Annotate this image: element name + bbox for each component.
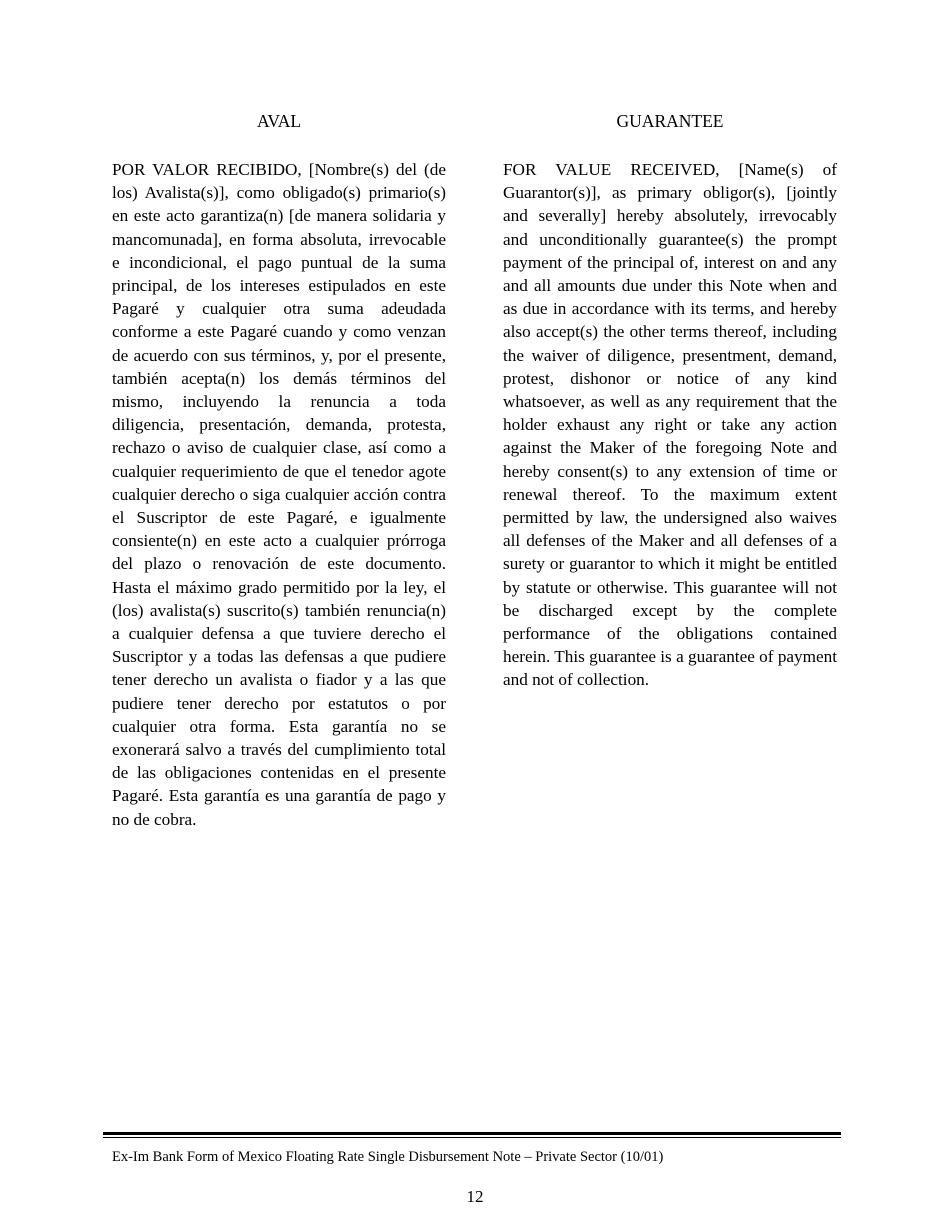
aval-column xyxy=(112,110,446,831)
page-number: 12 xyxy=(466,1187,484,1206)
footer-divider xyxy=(103,1132,841,1138)
footer-text: Ex-Im Bank Form of Mexico Floating Rate Single Disbursement Note – Private Sector (10/01) xyxy=(112,1149,664,1165)
guarantee-heading: GUARANTEE xyxy=(616,111,724,131)
guarantee-body: FOR VALUE RECEIVED, [Name(s) of Guarantor(s)], as primary obligor(s), [jointly and severally] hereby absolutely, irrevocably and unconditionally guarantee(s) the prompt payment of the principal of, interest on and any and all amounts due under this Note when and as due in accordance with its terms, and hereby also accept(s) the other terms thereof, including the waiver of diligence, presentment, demand, protest, dishonor or notice of any kind whatsoever, as well as any requirement that the holder exhaust any right or take any action against the Maker of the foregoing Note and hereby consent(s) to any extension of time or renewal thereof. To the maximum extent permitted by law, the undersigned also waives all defenses of the Maker and all defenses of a surety or guarantor to which it might be entitled by statute or otherwise. This guarantee will not be discharged except by the complete performance of the obligations contained herein. This guarantee is a guarantee of payment and not of collection. xyxy=(503,160,837,690)
aval-body: POR VALOR RECIBIDO, [Nombre(s) del (de los) Avalista(s)], como obligado(s) primario(s) en este acto garantiza(n) [de manera solidaria y mancomunada], en forma absoluta, irrevocable e incondicional, el pago puntual de la suma principal, de los intereses estipulados en este Pagaré y cualquier otra suma adeudada conforme a este Pagaré cuando y como venzan de acuerdo con sus términos, y, por el presente, también acepta(n) los demás términos del mismo, incluyendo la renuncia a toda diligencia, presentación, demanda, protesta, rechazo o aviso de cualquier clase, así como a cualquier requerimiento de que el tenedor agote cualquier derecho o siga cualquier acción contra el Suscriptor de este Pagaré, e igualmente consiente(n) en este acto a cualquier prórroga del plazo o renovación de este documento. Hasta el máximo grado permitido por la ley, el (los) avalista(s) suscrito(s) también renuncia(n) a cualquier defensa a que tuviere derecho el Suscriptor y a todas las defensas a que pudiere tener derecho un avalista o fiador y a las que pudiere tener derecho por estatutos o por cualquier otra forma. Esta garantía no se exonerará salvo a través del cumplimiento total de las obligaciones contenidas en el presente Pagaré. Esta garantía es una garantía de pago y no de cobra. xyxy=(112,160,446,829)
aval-heading: AVAL xyxy=(256,111,302,131)
guarantee-column xyxy=(503,110,837,692)
